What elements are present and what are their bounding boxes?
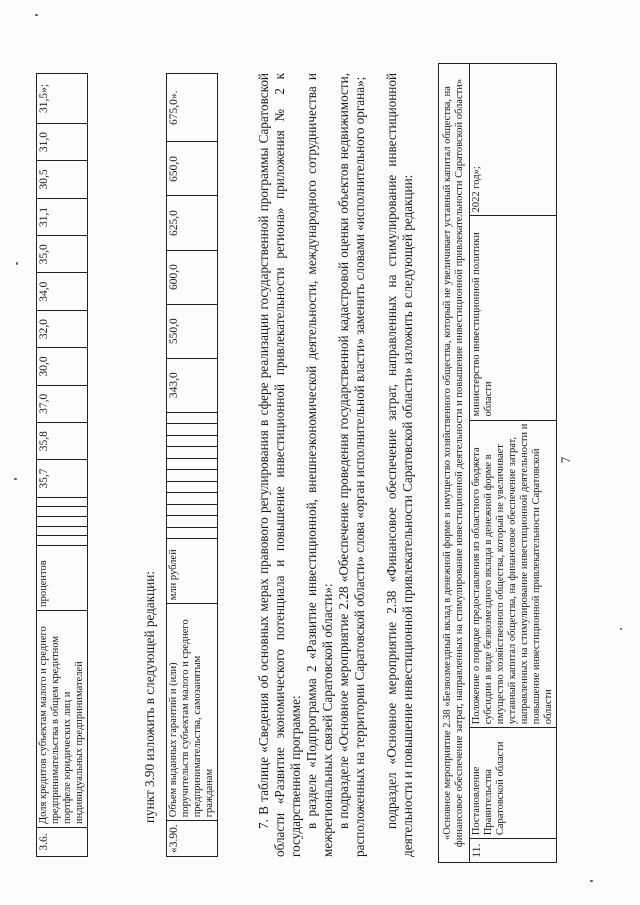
value-cell: 34,0 <box>37 273 88 310</box>
scan-speck <box>16 262 18 265</box>
value-cell <box>37 526 88 536</box>
executor: министерство инвестиционной политики области <box>470 216 557 420</box>
value-cell <box>167 516 218 528</box>
value-cell <box>167 435 218 447</box>
value-cell <box>167 458 218 470</box>
paragraph-7: 7. В таблице «Сведения об основных мерах правового регулирования в сфере реализации государственной программы Саратовской области «Развитие экономического потенциала и повышение инвестиционной привлекательности региона» приложения № 2 к государственной программе: <box>256 73 303 857</box>
value-cell <box>37 507 88 517</box>
indicator-label: Объем выданных гарантий и (или) поручительств субъектам малого и среднего предпринимательства, самозанятым гражданам <box>167 604 218 821</box>
value-cell: 30,5 <box>37 161 88 198</box>
table-heading-row <box>439 64 470 863</box>
table-row <box>37 74 88 857</box>
value-cell: 37,0 <box>37 385 88 422</box>
table-heading: «Основное мероприятие 2.38 «Безвозмездный вклад в денежной форме в имущество хозяйственного общества, который не увеличивает уставный капитал общества, на финансовое обеспечение затрат, направленных на стимулирование инвестиционной деятельности и повышение инвестиционной привлекательности Саратовской области» <box>439 64 470 863</box>
value-cell: 31,5»; <box>37 74 88 124</box>
value-cell: 600,0 <box>167 250 218 304</box>
rotated-page-content <box>30 55 590 865</box>
row-number: «3.90. <box>167 821 218 857</box>
document-type: Постановление Правительства Саратовской области <box>470 728 557 839</box>
value-cell: 30,0 <box>37 348 88 385</box>
table-row <box>470 64 557 863</box>
value-cell <box>167 481 218 493</box>
scan-speck <box>35 14 38 16</box>
indicator-table-row-3-6 <box>36 73 88 857</box>
measures-table <box>438 63 557 863</box>
value-cell: 35,0 <box>37 236 88 273</box>
unit-cell: млн рублей <box>167 539 218 604</box>
term: 2022 год»; <box>470 64 557 216</box>
document-content: Положение о порядке предоставления из областного бюджета субсидии в виде безвозмездного вклада в денежной форме в имущество хозяйственного общества, который не увеличивает уставный капитал общества, на финансовое обеспечение затрат, направленных на стимулирование инвестиционной деятельности и повышение инвестиционной привлекательности Саратовской области <box>470 420 557 728</box>
value-cell <box>167 412 218 424</box>
value-cell: 343,0 <box>167 358 218 412</box>
value-cell <box>167 447 218 459</box>
value-cell: 31,1 <box>37 198 88 235</box>
value-cell: 35,7 <box>37 460 88 497</box>
indicator-table-row-3-90 <box>166 73 218 857</box>
indicator-label: Доля кредитов субъектам малого и среднего предпринимательства в общем кредитном портфеле юридических лиц и индивидуальных предпринимателей <box>37 611 88 828</box>
value-cell <box>167 470 218 482</box>
row-number: 11. <box>470 839 557 863</box>
value-cell: 550,0 <box>167 304 218 358</box>
paragraph-podrazdel-2-28: в подразделе «Основное мероприятие 2.28 «Обеспечение проведения государственной кадастровой оценки объектов недвижимости, расположенных на территории Саратовской области» слова «орган исполнительной власти» заменить словами «исполнительного органа»; <box>336 73 367 857</box>
intro-paragraph: пункт 3.90 изложить в следующей редакции: <box>142 571 157 823</box>
value-cell <box>167 493 218 505</box>
row-number: 3.6. <box>37 828 88 857</box>
paragraph-razdel: в разделе «Подпрограмма 2 «Развитие инвестиционной, внешнеэкономической деятельности, международного сотрудничества и межрегиональных связей Саратовской области»: <box>304 73 335 857</box>
table-row <box>167 74 218 857</box>
paragraph-podrazdel-2-38: подраздел «Основное мероприятие 2.38 «Финансовое обеспечение затрат, направленных на стимулирование инвестиционной деятельности и повышение инвестиционной привлекательности Саратовской области» изложить в следующей редакции: <box>384 73 415 857</box>
value-cell: 31,0 <box>37 123 88 160</box>
value-cell <box>167 504 218 516</box>
unit-cell: процентов <box>37 546 88 611</box>
value-cell <box>37 497 88 507</box>
value-cell <box>37 517 88 527</box>
scan-speck <box>590 880 593 882</box>
value-cell: 650,0 <box>167 142 218 196</box>
value-cell: 675,0». <box>167 74 218 142</box>
scan-speck <box>14 478 17 480</box>
scan-speck <box>620 628 622 630</box>
page-number: 7 <box>558 456 573 464</box>
value-cell <box>37 536 88 546</box>
value-cell: 32,0 <box>37 310 88 347</box>
value-cell: 35,8 <box>37 423 88 460</box>
value-cell <box>167 424 218 436</box>
value-cell <box>167 527 218 539</box>
value-cell: 625,0 <box>167 196 218 250</box>
